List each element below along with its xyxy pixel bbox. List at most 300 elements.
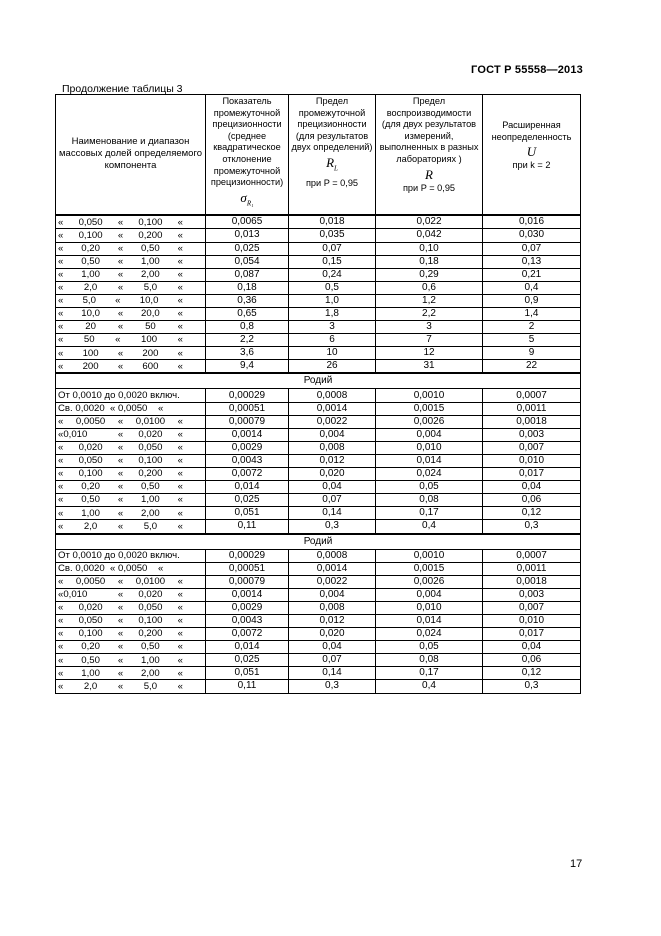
table-row — [56, 229, 581, 242]
range-part: « — [117, 255, 124, 267]
value-cell: 0,3 — [289, 680, 376, 693]
range-part: 0,20 — [81, 242, 100, 254]
range-part: 600 — [142, 360, 159, 372]
value-cell: 0,06 — [483, 654, 581, 667]
range-part: 200 — [142, 347, 159, 359]
value-cell: 0,087 — [206, 268, 289, 281]
range-part: « — [58, 216, 64, 228]
value-cell: 0,0043 — [206, 454, 289, 467]
rl-subscript: L — [334, 164, 338, 173]
range-part: « — [177, 575, 183, 587]
range-part: « — [177, 481, 183, 493]
range-cell: От 0,0010 до 0,0020 включ. — [56, 549, 206, 562]
range-part: 0,20 — [81, 481, 100, 493]
range-cell — [56, 575, 206, 588]
range-cell — [56, 614, 206, 627]
range-part: « — [117, 575, 124, 587]
value-cell: 0,4 — [376, 680, 483, 693]
range-part: « — [117, 321, 124, 333]
range-part: 0,050 — [78, 455, 103, 467]
table-row — [56, 268, 581, 281]
value-cell: 0,0014 — [289, 402, 376, 415]
range-part: 0,200 — [138, 229, 163, 241]
table-row — [56, 520, 581, 534]
range-part: 50 — [83, 334, 95, 346]
table-row — [56, 667, 581, 680]
value-cell: 0,010 — [376, 441, 483, 454]
range-part: « — [117, 282, 124, 294]
value-cell: 0,012 — [289, 614, 376, 627]
value-cell: 12 — [376, 347, 483, 360]
sigma-symbol: σ — [240, 189, 247, 205]
value-cell: 0,17 — [376, 507, 483, 520]
value-cell: 0,004 — [376, 588, 483, 601]
range-part: « — [177, 589, 183, 601]
value-cell: 0,004 — [289, 588, 376, 601]
value-cell: 6 — [289, 334, 376, 347]
value-cell: 0,04 — [289, 481, 376, 494]
range-part: « — [58, 347, 64, 359]
range-part: 1,00 — [81, 268, 100, 280]
value-cell: 0,0065 — [206, 215, 289, 229]
range-part: 0,50 — [81, 654, 100, 666]
range-cell — [56, 308, 206, 321]
table-row — [56, 215, 581, 229]
section-row — [56, 534, 581, 550]
range-part: « — [117, 455, 124, 467]
range-cell — [56, 641, 206, 654]
range-part: « — [117, 415, 124, 427]
range-part: « — [58, 242, 64, 254]
value-cell: 0,04 — [483, 641, 581, 654]
range-part: « — [58, 667, 64, 679]
range-part: « — [58, 628, 64, 640]
range-part: 0,0100 — [135, 575, 166, 587]
range-part: « — [58, 481, 64, 493]
range-cell — [56, 628, 206, 641]
range-part: « — [177, 216, 183, 228]
value-cell: 0,020 — [289, 468, 376, 481]
table-row — [56, 360, 581, 374]
value-cell: 0,004 — [376, 428, 483, 441]
value-cell: 0,00079 — [206, 415, 289, 428]
range-part: 0,50 — [81, 255, 100, 267]
range-part: 200 — [82, 360, 99, 372]
value-cell: 0,12 — [483, 507, 581, 520]
value-cell: 0,051 — [206, 667, 289, 680]
range-part: « — [117, 602, 124, 614]
table-row — [56, 680, 581, 693]
rl-symbol: R — [326, 154, 335, 170]
table-row — [56, 628, 581, 641]
value-cell: 0,0018 — [483, 575, 581, 588]
range-part: 50 — [145, 321, 156, 333]
table-row — [56, 321, 581, 334]
value-cell: 0,0007 — [483, 549, 581, 562]
range-part: 5,0 — [143, 520, 158, 532]
table-row — [56, 347, 581, 360]
range-part: « — [117, 229, 124, 241]
value-cell: 0,012 — [289, 454, 376, 467]
value-cell: 0,020 — [289, 628, 376, 641]
range-part: 0,200 — [138, 468, 163, 480]
value-cell: 0,014 — [206, 481, 289, 494]
value-cell: 0,007 — [483, 441, 581, 454]
value-cell: 9,4 — [206, 360, 289, 374]
range-part: « — [58, 615, 64, 627]
value-cell: 0,65 — [206, 308, 289, 321]
range-part: « — [117, 641, 124, 653]
value-cell: 0,11 — [206, 520, 289, 534]
range-part: « — [117, 308, 124, 320]
range-part: « — [58, 334, 64, 346]
value-cell: 0,0015 — [376, 402, 483, 415]
range-part: « — [58, 641, 64, 653]
header-col4-symbol: U — [526, 144, 537, 160]
value-cell: 0,0011 — [483, 402, 581, 415]
range-part: « — [58, 229, 64, 241]
header-col3 — [376, 95, 483, 216]
header-col3-symbol: R — [425, 166, 433, 182]
range-part: 0,0100 — [135, 415, 166, 427]
value-cell: 31 — [376, 360, 483, 374]
header-name: Наименование и диапазон массовых долей определяемого компонента — [56, 95, 206, 216]
precision-table — [55, 94, 581, 694]
value-cell: 0,29 — [376, 268, 483, 281]
range-part: « — [117, 615, 124, 627]
range-part: « — [117, 429, 124, 440]
range-cell — [56, 268, 206, 281]
table-row — [56, 454, 581, 467]
header-col3-note: при P = 0,95 — [402, 182, 456, 193]
range-cell — [56, 441, 206, 454]
range-part: 0,50 — [81, 494, 100, 506]
range-cell — [56, 347, 206, 360]
value-cell: 0,05 — [376, 641, 483, 654]
range-part: « — [177, 255, 183, 267]
range-part: « — [117, 520, 124, 532]
value-cell: 0,035 — [289, 229, 376, 242]
range-part: « — [117, 268, 124, 280]
value-cell: 1,0 — [289, 294, 376, 307]
value-cell: 0,04 — [289, 641, 376, 654]
range-cell — [56, 454, 206, 467]
value-cell: 22 — [483, 360, 581, 374]
range-part: 1,00 — [141, 494, 160, 506]
value-cell: 0,14 — [289, 507, 376, 520]
range-part: « — [117, 481, 124, 493]
value-cell: 0,0014 — [289, 562, 376, 575]
value-cell: 0,6 — [376, 281, 483, 294]
range-part: « — [177, 308, 183, 320]
value-cell: 0,003 — [483, 588, 581, 601]
value-cell: 0,06 — [483, 494, 581, 507]
value-cell: 0,18 — [376, 255, 483, 268]
range-part: « — [117, 507, 124, 519]
range-part: « — [117, 654, 124, 666]
range-cell: Св. 0,0020 « 0,0050 « — [56, 562, 206, 575]
range-part: 1,00 — [141, 255, 160, 267]
header-col2-text: Предел промежуточной прецизионности (для результатов двух определений) — [291, 96, 373, 153]
table-row — [56, 255, 581, 268]
table-row — [56, 294, 581, 307]
value-cell: 0,008 — [289, 441, 376, 454]
range-cell — [56, 667, 206, 680]
value-cell: 0,00029 — [206, 389, 289, 402]
range-part: 2,0 — [83, 282, 98, 294]
range-part: 0,100 — [78, 628, 103, 640]
value-cell: 0,3 — [483, 520, 581, 534]
value-cell: 0,014 — [206, 641, 289, 654]
range-part: « — [117, 242, 124, 254]
value-cell: 0,8 — [206, 321, 289, 334]
value-cell: 0,0008 — [289, 549, 376, 562]
table-row — [56, 614, 581, 627]
value-cell: 0,018 — [289, 215, 376, 229]
range-part: « — [177, 282, 183, 294]
range-cell — [56, 334, 206, 347]
range-part: 5,0 — [143, 680, 158, 692]
value-cell: 0,013 — [206, 229, 289, 242]
header-col2-symbol — [290, 154, 374, 178]
range-part: « — [177, 654, 183, 666]
value-cell: 0,04 — [483, 481, 581, 494]
value-cell: 0,12 — [483, 667, 581, 680]
value-cell: 0,0072 — [206, 628, 289, 641]
range-part: 0,050 — [138, 442, 163, 454]
value-cell: 0,014 — [376, 454, 483, 467]
range-part: 0,020 — [78, 442, 103, 454]
table-row — [56, 402, 581, 415]
value-cell: 0,0008 — [289, 389, 376, 402]
range-part: « — [177, 415, 183, 427]
range-part: « — [177, 667, 183, 679]
value-cell: 10 — [289, 347, 376, 360]
range-cell — [56, 428, 206, 441]
range-cell — [56, 588, 206, 601]
range-part: « — [177, 360, 183, 372]
range-part: « — [58, 268, 64, 280]
header-col1-text: Показатель промежуточной прецизионности (среднее квадратическое отклонение промежуточной прецизионности) — [210, 96, 284, 188]
table-row — [56, 389, 581, 402]
value-cell: 0,030 — [483, 229, 581, 242]
range-part: « — [58, 308, 64, 320]
range-part: 1,00 — [81, 667, 100, 679]
header-col2 — [289, 95, 376, 216]
section-title: Родий — [56, 534, 581, 550]
range-part: « — [117, 494, 124, 506]
range-part: « — [177, 242, 183, 254]
table-row — [56, 428, 581, 441]
value-cell: 0,07 — [289, 242, 376, 255]
value-cell: 7 — [376, 334, 483, 347]
range-part: « — [58, 442, 64, 454]
value-cell: 0,0029 — [206, 441, 289, 454]
value-cell: 1,8 — [289, 308, 376, 321]
range-part: « — [58, 255, 64, 267]
value-cell: 0,017 — [483, 468, 581, 481]
range-part: « — [177, 602, 183, 614]
range-cell — [56, 601, 206, 614]
value-cell: 0,0043 — [206, 614, 289, 627]
value-cell: 0,0014 — [206, 588, 289, 601]
value-cell: 3,6 — [206, 347, 289, 360]
sigma-subscript: R₁ — [246, 199, 254, 208]
value-cell: 0,08 — [376, 654, 483, 667]
header-col2-note: при P = 0,95 — [305, 177, 359, 188]
section-title: Родий — [56, 373, 581, 389]
table-row — [56, 415, 581, 428]
value-cell: 0,024 — [376, 468, 483, 481]
range-part: « — [117, 468, 124, 480]
value-cell: 0,0018 — [483, 415, 581, 428]
value-cell: 0,010 — [483, 614, 581, 627]
value-cell: 0,0015 — [376, 562, 483, 575]
value-cell: 0,3 — [483, 680, 581, 693]
range-part: « — [177, 494, 183, 506]
value-cell: 0,07 — [483, 242, 581, 255]
value-cell: 9 — [483, 347, 581, 360]
header-col1 — [206, 95, 289, 216]
value-cell: 0,07 — [289, 494, 376, 507]
range-part: 0,50 — [141, 641, 160, 653]
value-cell: 0,9 — [483, 294, 581, 307]
range-part: « — [117, 667, 124, 679]
range-part: 0,100 — [78, 468, 103, 480]
value-cell: 0,054 — [206, 255, 289, 268]
range-part: 2,0 — [83, 680, 98, 692]
table-row — [56, 308, 581, 321]
range-part: 5,0 — [143, 282, 158, 294]
value-cell: 0,0011 — [483, 562, 581, 575]
range-cell — [56, 229, 206, 242]
range-part: « — [177, 641, 183, 653]
value-cell: 0,0014 — [206, 428, 289, 441]
range-part: 2,00 — [141, 268, 160, 280]
range-part: « — [117, 589, 124, 601]
value-cell: 0,016 — [483, 215, 581, 229]
value-cell: 0,017 — [483, 628, 581, 641]
header-col4-note: при k = 2 — [512, 160, 551, 171]
range-part: 0,100 — [138, 216, 163, 228]
value-cell: 0,007 — [483, 601, 581, 614]
range-part: « — [177, 347, 183, 359]
value-cell: 0,0010 — [376, 549, 483, 562]
range-part: 10,0 — [81, 308, 100, 320]
value-cell: 0,010 — [376, 601, 483, 614]
value-cell: 5 — [483, 334, 581, 347]
value-cell: 0,025 — [206, 654, 289, 667]
value-cell: 0,13 — [483, 255, 581, 268]
value-cell: 0,21 — [483, 268, 581, 281]
range-part: « — [177, 229, 183, 241]
table-row — [56, 481, 581, 494]
range-cell — [56, 520, 206, 534]
value-cell: 0,17 — [376, 667, 483, 680]
range-part: « — [58, 494, 64, 506]
range-part: « — [177, 468, 183, 480]
value-cell: 0,07 — [289, 654, 376, 667]
header-col4 — [483, 95, 581, 216]
range-part: «0,010 — [58, 589, 88, 601]
range-part: « — [117, 680, 124, 692]
range-part: « — [58, 360, 64, 372]
value-cell: 3 — [376, 321, 483, 334]
value-cell: 0,010 — [483, 454, 581, 467]
value-cell: 0,5 — [289, 281, 376, 294]
range-cell — [56, 468, 206, 481]
range-part: 0,050 — [78, 216, 103, 228]
range-part: « — [58, 455, 64, 467]
range-cell — [56, 415, 206, 428]
range-part: « — [58, 575, 64, 587]
value-cell: 0,024 — [376, 628, 483, 641]
range-cell — [56, 360, 206, 374]
value-cell: 0,00029 — [206, 549, 289, 562]
range-part: « — [177, 321, 183, 333]
range-part: « — [177, 507, 183, 519]
range-part: 100 — [141, 334, 158, 346]
range-part: « — [58, 654, 64, 666]
range-part: « — [117, 216, 124, 228]
range-cell — [56, 680, 206, 693]
range-part: 0,020 — [138, 589, 163, 601]
range-part: 5,0 — [82, 295, 96, 307]
table-row — [56, 641, 581, 654]
range-part: « — [58, 602, 64, 614]
value-cell: 0,025 — [206, 494, 289, 507]
range-part: « — [115, 295, 121, 307]
range-cell — [56, 481, 206, 494]
range-cell — [56, 255, 206, 268]
range-part: 20 — [85, 321, 96, 333]
range-cell — [56, 215, 206, 229]
range-cell: Св. 0,0020 « 0,0050 « — [56, 402, 206, 415]
range-part: 2,00 — [141, 667, 160, 679]
header-row — [56, 95, 581, 216]
range-part: « — [115, 334, 121, 346]
range-part: 2,0 — [83, 520, 98, 532]
table-body — [56, 215, 581, 693]
range-cell — [56, 281, 206, 294]
range-cell: От 0,0010 до 0,0020 включ. — [56, 389, 206, 402]
table-row — [56, 468, 581, 481]
header-col4-text: Расширенная неопределенность — [491, 120, 572, 142]
range-part: 0,0050 — [75, 415, 106, 427]
value-cell: 0,0010 — [376, 389, 483, 402]
value-cell: 0,003 — [483, 428, 581, 441]
range-part: « — [177, 615, 183, 627]
range-part: 0,20 — [81, 641, 100, 653]
value-cell: 0,15 — [289, 255, 376, 268]
value-cell: 0,051 — [206, 507, 289, 520]
range-cell — [56, 294, 206, 307]
range-cell — [56, 494, 206, 507]
value-cell: 0,004 — [289, 428, 376, 441]
value-cell: 0,10 — [376, 242, 483, 255]
value-cell: 0,11 — [206, 680, 289, 693]
value-cell: 0,05 — [376, 481, 483, 494]
header-col1-symbol — [207, 189, 287, 213]
range-part: 0,50 — [141, 242, 160, 254]
range-part: « — [177, 680, 183, 692]
table-row — [56, 588, 581, 601]
value-cell: 2,2 — [376, 308, 483, 321]
value-cell: 26 — [289, 360, 376, 374]
range-part: « — [58, 295, 64, 307]
page-number: 17 — [570, 858, 583, 870]
table-continuation-label: Продолжение таблицы 3 — [62, 83, 183, 95]
